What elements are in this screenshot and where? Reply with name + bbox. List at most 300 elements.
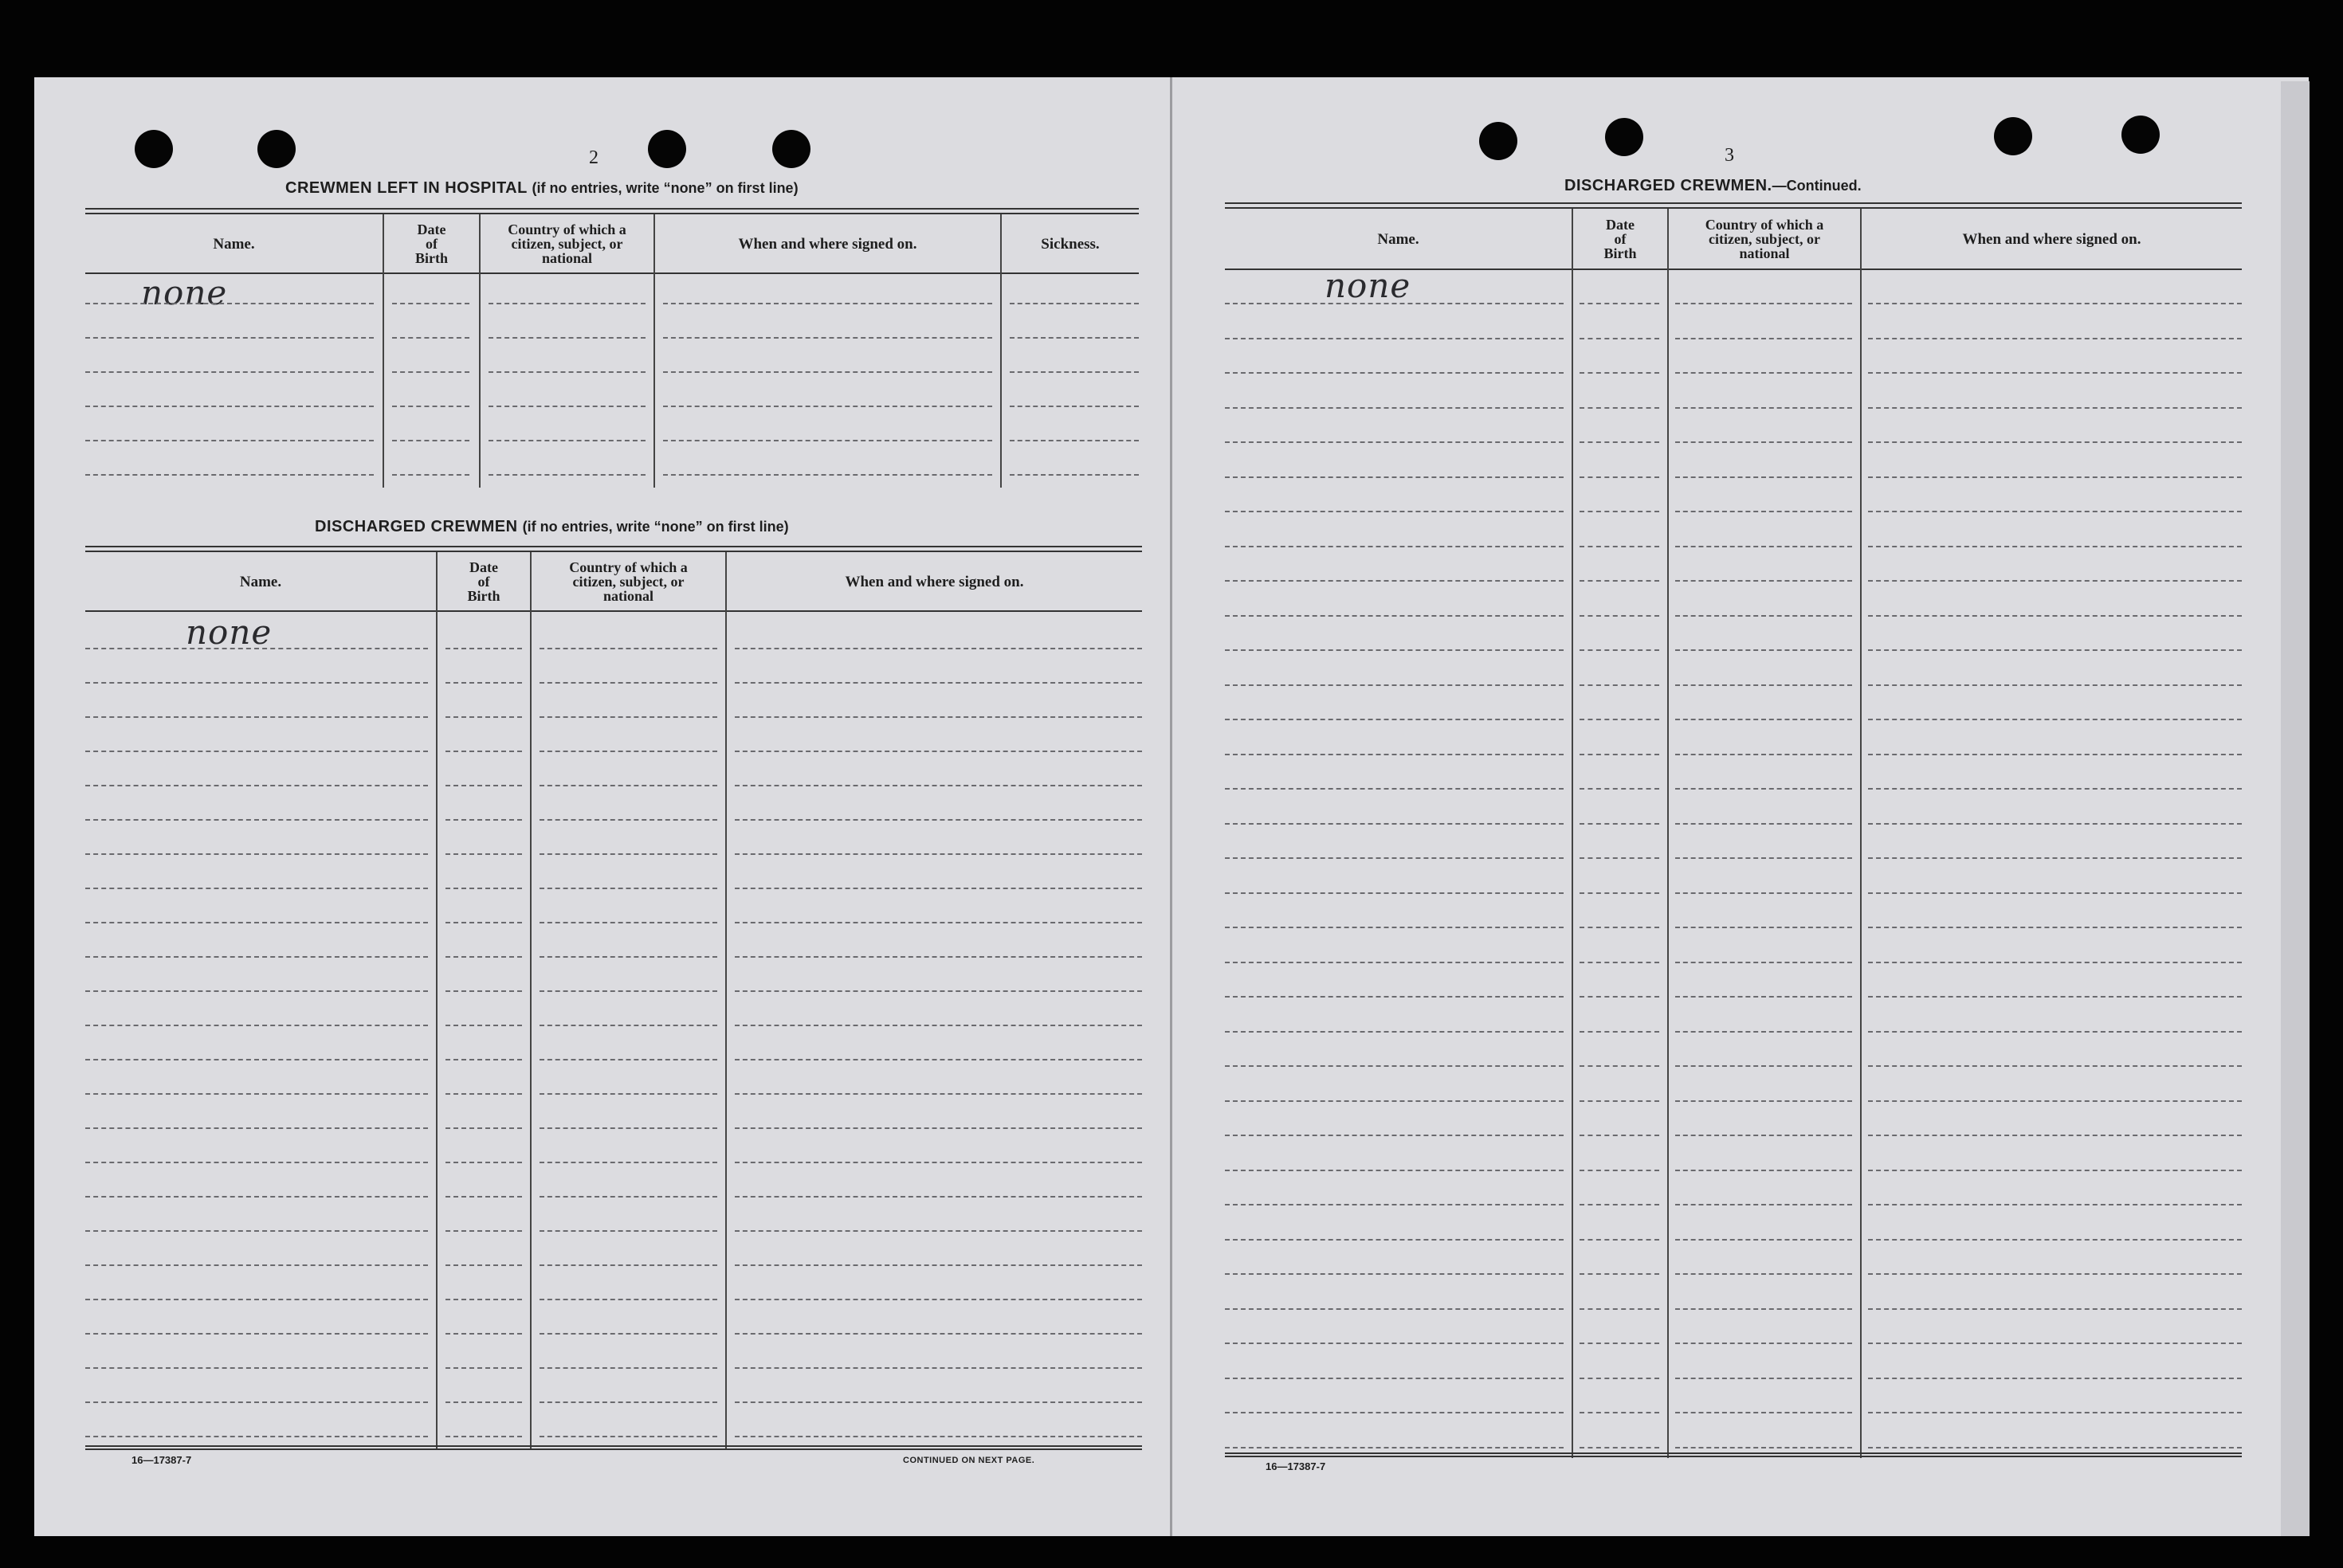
handwritten-entry: none	[1325, 266, 1411, 305]
ruled-line	[540, 1196, 717, 1198]
col-header-date-of-birth: Date of Birth	[414, 221, 448, 266]
ruled-line	[445, 888, 522, 889]
ruled-line	[1225, 754, 1564, 755]
ruled-line	[1580, 407, 1659, 409]
ruled-line	[1580, 1447, 1659, 1448]
ruled-line	[1868, 684, 2242, 686]
ruled-line	[1580, 962, 1659, 963]
ruled-line	[1675, 649, 1852, 651]
ruled-line	[489, 474, 646, 476]
ruled-line	[445, 1196, 522, 1198]
ruled-line	[1868, 1135, 2242, 1136]
ruled-line	[1580, 1273, 1659, 1275]
ruled-line	[1580, 892, 1659, 894]
ruled-line	[1580, 441, 1659, 443]
ruled-line	[445, 853, 522, 855]
ruled-line	[85, 751, 428, 752]
col-header-sickness: Sickness.	[1041, 235, 1100, 253]
ruled-line	[735, 1401, 1142, 1403]
ruled-line	[735, 888, 1142, 889]
ruled-line	[85, 648, 428, 649]
ruled-line	[85, 682, 428, 684]
ruled-line	[1225, 684, 1564, 686]
ruled-line	[1868, 1343, 2242, 1344]
ruled-line	[735, 922, 1142, 923]
ruled-line	[392, 440, 469, 441]
ruled-line	[392, 406, 469, 407]
ruled-line	[1580, 511, 1659, 512]
ruled-line	[1580, 1170, 1659, 1171]
ruled-line	[392, 337, 469, 339]
ruled-line	[1225, 892, 1564, 894]
ruled-line	[1868, 823, 2242, 825]
discharged-table	[85, 546, 1142, 1450]
ruled-line	[1675, 788, 1852, 790]
ruled-line	[445, 1127, 522, 1129]
ruled-line	[1868, 1239, 2242, 1241]
ruled-line	[663, 303, 992, 304]
ruled-line	[1225, 338, 1564, 339]
ruled-line	[1225, 788, 1564, 790]
ruled-line	[1868, 1031, 2242, 1033]
ruled-line	[1868, 857, 2242, 859]
ruled-line	[1225, 1308, 1564, 1310]
ruled-line	[1580, 1100, 1659, 1102]
ruled-line	[1225, 372, 1564, 374]
ruled-line	[1580, 996, 1659, 998]
ruled-line	[1675, 407, 1852, 409]
ruled-line	[1580, 1378, 1659, 1379]
ruled-line	[445, 1436, 522, 1437]
discharged-continued-table	[1225, 202, 2242, 1458]
punch-hole	[772, 130, 810, 168]
ruled-line	[445, 1367, 522, 1369]
ruled-line	[1868, 511, 2242, 512]
ruled-line	[489, 337, 646, 339]
col-header-name: Name.	[239, 573, 282, 590]
ruled-line	[1675, 546, 1852, 547]
ruled-line	[392, 371, 469, 373]
ruled-line	[735, 1299, 1142, 1300]
ruled-line	[735, 1333, 1142, 1335]
punch-hole	[1994, 117, 2032, 155]
punch-hole	[1605, 118, 1643, 156]
ruled-line	[85, 1436, 428, 1437]
ruled-line	[1225, 1204, 1564, 1205]
ruled-line	[1580, 372, 1659, 374]
ruled-line	[1868, 1412, 2242, 1413]
ruled-line	[1675, 476, 1852, 478]
ruled-line	[1675, 962, 1852, 963]
ruled-line	[85, 819, 428, 821]
ruled-line	[1868, 546, 2242, 547]
ruled-line	[1675, 338, 1852, 339]
ruled-line	[1225, 1065, 1564, 1067]
ruled-line	[1675, 1343, 1852, 1344]
ruled-line	[735, 853, 1142, 855]
page-number: 2	[589, 147, 599, 168]
ruled-line	[445, 990, 522, 992]
ruled-line	[540, 1230, 717, 1232]
ruled-line	[445, 1299, 522, 1300]
ruled-line	[735, 990, 1142, 992]
ruled-line	[663, 440, 992, 441]
ruled-line	[735, 1367, 1142, 1369]
ruled-line	[1580, 649, 1659, 651]
ruled-line	[489, 371, 646, 373]
ruled-line	[1580, 338, 1659, 339]
ruled-line	[1868, 1065, 2242, 1067]
ruled-line	[540, 1333, 717, 1335]
ruled-line	[1675, 892, 1852, 894]
ruled-line	[1225, 962, 1564, 963]
right-page	[1169, 77, 2309, 1536]
ruled-line	[1675, 303, 1852, 304]
ruled-line	[85, 1127, 428, 1129]
ruled-line	[663, 337, 992, 339]
ruled-line	[392, 303, 469, 304]
ruled-line	[1868, 892, 2242, 894]
ruled-line	[85, 1059, 428, 1060]
left-page	[34, 77, 1173, 1536]
ruled-line	[445, 922, 522, 923]
ruled-line	[1868, 1204, 2242, 1205]
page-gutter	[1170, 77, 1172, 1536]
ruled-line	[445, 1230, 522, 1232]
ruled-line	[1580, 719, 1659, 720]
ruled-line	[1225, 511, 1564, 512]
ruled-line	[735, 682, 1142, 684]
col-header-signed-on: When and where signed on.	[845, 573, 1024, 590]
ruled-line	[1675, 857, 1852, 859]
col-header-signed-on: When and where signed on.	[738, 235, 917, 253]
page-edge	[2281, 81, 2310, 1536]
col-header-name: Name.	[1377, 230, 1419, 248]
ruled-line	[1580, 1343, 1659, 1344]
ruled-line	[1868, 1273, 2242, 1275]
ruled-line	[540, 1059, 717, 1060]
ruled-line	[85, 474, 374, 476]
ruled-line	[663, 474, 992, 476]
ruled-line	[1675, 615, 1852, 617]
col-header-country: Country of which a citizen, subject, or national	[1705, 217, 1824, 261]
ruled-line	[1580, 1239, 1659, 1241]
ruled-line	[540, 990, 717, 992]
ruled-line	[1868, 1447, 2242, 1448]
ruled-line	[1225, 1239, 1564, 1241]
ruled-line	[735, 785, 1142, 786]
ruled-line	[540, 1264, 717, 1266]
ruled-line	[1868, 649, 2242, 651]
ruled-line	[1675, 927, 1852, 928]
ruled-line	[489, 303, 646, 304]
ruled-line	[1868, 719, 2242, 720]
ruled-line	[735, 1436, 1142, 1437]
ruled-line	[1675, 1170, 1852, 1171]
ruled-line	[445, 682, 522, 684]
ruled-line	[1225, 649, 1564, 651]
ruled-line	[445, 956, 522, 958]
ruled-line	[540, 648, 717, 649]
ruled-line	[735, 716, 1142, 718]
ruled-line	[1868, 1170, 2242, 1171]
ruled-line	[1225, 407, 1564, 409]
ruled-line	[445, 819, 522, 821]
ruled-line	[1675, 1031, 1852, 1033]
ruled-line	[540, 819, 717, 821]
ruled-line	[540, 785, 717, 786]
ruled-line	[1675, 1065, 1852, 1067]
ruled-line	[1225, 1447, 1564, 1448]
ruled-line	[1010, 371, 1139, 373]
ruled-line	[1225, 1135, 1564, 1136]
hospital-table	[85, 208, 1139, 488]
ruled-line	[1010, 440, 1139, 441]
col-header-country: Country of which a citizen, subject, or national	[569, 559, 688, 604]
ruled-line	[1868, 338, 2242, 339]
ruled-line	[1580, 1204, 1659, 1205]
ruled-line	[445, 648, 522, 649]
col-header-country: Country of which a citizen, subject, or national	[508, 221, 626, 266]
ruled-line	[1868, 407, 2242, 409]
continued-note: CONTINUED ON NEXT PAGE.	[903, 1456, 1035, 1465]
ruled-line	[540, 716, 717, 718]
handwritten-entry: none	[141, 273, 228, 312]
ruled-line	[540, 1401, 717, 1403]
ruled-line	[1580, 1065, 1659, 1067]
ruled-line	[85, 1162, 428, 1163]
ruled-line	[1225, 1100, 1564, 1102]
ruled-line	[1225, 1170, 1564, 1171]
ruled-line	[85, 1196, 428, 1198]
ruled-line	[540, 1367, 717, 1369]
ruled-line	[85, 1333, 428, 1335]
ruled-line	[1675, 684, 1852, 686]
ruled-line	[85, 440, 374, 441]
ruled-line	[735, 1025, 1142, 1026]
ruled-line	[1225, 1378, 1564, 1379]
ruled-line	[1580, 303, 1659, 304]
ruled-line	[445, 1333, 522, 1335]
hospital-section-title: CREWMEN LEFT IN HOSPITAL (if no entries, write “none” on first line)	[285, 179, 799, 197]
ruled-line	[1675, 719, 1852, 720]
ruled-line	[735, 1059, 1142, 1060]
ruled-line	[540, 1093, 717, 1095]
ruled-line	[1868, 1378, 2242, 1379]
ruled-line	[1675, 996, 1852, 998]
ruled-line	[1868, 476, 2242, 478]
ruled-line	[445, 1059, 522, 1060]
ruled-line	[540, 682, 717, 684]
ruled-line	[85, 1093, 428, 1095]
ruled-line	[540, 1127, 717, 1129]
ruled-line	[1580, 788, 1659, 790]
ruled-line	[1225, 927, 1564, 928]
form-number: 16—17387-7	[1266, 1460, 1326, 1472]
ruled-line	[1868, 1308, 2242, 1310]
ruled-line	[1868, 615, 2242, 617]
ruled-line	[85, 956, 428, 958]
ruled-line	[85, 922, 428, 923]
ruled-line	[445, 1264, 522, 1266]
ruled-line	[1580, 684, 1659, 686]
ruled-line	[1580, 580, 1659, 582]
ruled-line	[1675, 1204, 1852, 1205]
ruled-line	[445, 751, 522, 752]
ruled-line	[1225, 580, 1564, 582]
ruled-line	[445, 1025, 522, 1026]
ruled-line	[663, 371, 992, 373]
ruled-line	[1675, 1412, 1852, 1413]
ruled-line	[1675, 441, 1852, 443]
ruled-line	[540, 853, 717, 855]
ruled-line	[1225, 1343, 1564, 1344]
ruled-line	[1580, 615, 1659, 617]
ruled-line	[1580, 927, 1659, 928]
ruled-line	[1868, 372, 2242, 374]
ruled-line	[735, 648, 1142, 649]
ruled-line	[1225, 615, 1564, 617]
ruled-line	[1580, 823, 1659, 825]
ruled-line	[540, 922, 717, 923]
ruled-line	[1868, 580, 2242, 582]
ruled-line	[1675, 372, 1852, 374]
ruled-line	[85, 303, 374, 304]
ruled-line	[1868, 927, 2242, 928]
ruled-line	[540, 1025, 717, 1026]
ruled-line	[735, 1264, 1142, 1266]
col-header-date-of-birth: Date of Birth	[1603, 217, 1637, 261]
col-header-name: Name.	[213, 235, 255, 253]
ruled-line	[445, 785, 522, 786]
punch-hole	[135, 130, 173, 168]
ruled-line	[1868, 962, 2242, 963]
ruled-line	[1675, 1239, 1852, 1241]
ruled-line	[445, 1162, 522, 1163]
ruled-line	[85, 371, 374, 373]
ruled-line	[85, 406, 374, 407]
ruled-line	[1225, 303, 1564, 304]
punch-hole	[1479, 122, 1517, 160]
ruled-line	[1868, 1100, 2242, 1102]
ruled-line	[735, 1127, 1142, 1129]
ruled-line	[1010, 337, 1139, 339]
ruled-line	[1675, 1273, 1852, 1275]
ruled-line	[540, 751, 717, 752]
ruled-line	[1225, 996, 1564, 998]
ruled-line	[1225, 719, 1564, 720]
ruled-line	[1675, 580, 1852, 582]
punch-hole	[257, 130, 296, 168]
ruled-line	[1580, 1412, 1659, 1413]
ruled-line	[85, 1367, 428, 1369]
ruled-line	[85, 888, 428, 889]
ruled-line	[489, 440, 646, 441]
ruled-line	[85, 785, 428, 786]
ruled-line	[540, 1162, 717, 1163]
ruled-line	[1868, 788, 2242, 790]
ruled-line	[445, 716, 522, 718]
ruled-line	[1675, 1135, 1852, 1136]
ruled-line	[1225, 441, 1564, 443]
ruled-line	[85, 1230, 428, 1232]
ruled-line	[540, 1299, 717, 1300]
ruled-line	[735, 1162, 1142, 1163]
ruled-line	[540, 1436, 717, 1437]
ruled-line	[1225, 546, 1564, 547]
ruled-line	[85, 853, 428, 855]
ruled-line	[1010, 406, 1139, 407]
ruled-line	[1675, 754, 1852, 755]
punch-hole	[648, 130, 686, 168]
ruled-line	[1580, 1031, 1659, 1033]
ruled-line	[445, 1093, 522, 1095]
ruled-line	[540, 888, 717, 889]
ruled-line	[1580, 857, 1659, 859]
ruled-line	[85, 1264, 428, 1266]
ruled-line	[1580, 476, 1659, 478]
ruled-line	[489, 406, 646, 407]
col-header-signed-on: When and where signed on.	[1962, 230, 2141, 248]
ruled-line	[445, 1401, 522, 1403]
ruled-line	[1675, 511, 1852, 512]
ruled-line	[85, 1025, 428, 1026]
ruled-line	[735, 751, 1142, 752]
ruled-line	[1580, 546, 1659, 547]
discharged-section-title: DISCHARGED CREWMEN (if no entries, write “none” on first line)	[315, 518, 789, 535]
ruled-line	[1580, 1308, 1659, 1310]
ruled-line	[735, 819, 1142, 821]
ruled-line	[85, 1401, 428, 1403]
form-number: 16—17387-7	[131, 1454, 192, 1466]
ruled-line	[1225, 823, 1564, 825]
ruled-line	[1868, 996, 2242, 998]
ruled-line	[1675, 1447, 1852, 1448]
ruled-line	[1225, 1273, 1564, 1275]
ruled-line	[1868, 441, 2242, 443]
ruled-line	[1225, 857, 1564, 859]
ruled-line	[1580, 1135, 1659, 1136]
punch-hole	[2121, 116, 2160, 154]
handwritten-entry: none	[186, 613, 273, 652]
ruled-line	[1675, 823, 1852, 825]
ruled-line	[85, 990, 428, 992]
ruled-line	[735, 1230, 1142, 1232]
ruled-line	[85, 716, 428, 718]
ruled-line	[1225, 1412, 1564, 1413]
ruled-line	[735, 956, 1142, 958]
ruled-line	[663, 406, 992, 407]
ruled-line	[1675, 1308, 1852, 1310]
ruled-line	[85, 1299, 428, 1300]
ruled-line	[735, 1093, 1142, 1095]
ruled-line	[1010, 303, 1139, 304]
ruled-line	[1580, 754, 1659, 755]
ruled-line	[735, 1196, 1142, 1198]
ruled-line	[85, 337, 374, 339]
ruled-line	[1225, 476, 1564, 478]
ruled-line	[1675, 1100, 1852, 1102]
ruled-line	[1225, 1031, 1564, 1033]
page-number: 3	[1725, 145, 1734, 166]
ruled-line	[1868, 303, 2242, 304]
ruled-line	[1010, 474, 1139, 476]
discharged-continued-title: DISCHARGED CREWMEN.—Continued.	[1564, 177, 1862, 194]
col-header-date-of-birth: Date of Birth	[467, 559, 500, 604]
ruled-line	[1675, 1378, 1852, 1379]
ruled-line	[540, 956, 717, 958]
ruled-line	[392, 474, 469, 476]
